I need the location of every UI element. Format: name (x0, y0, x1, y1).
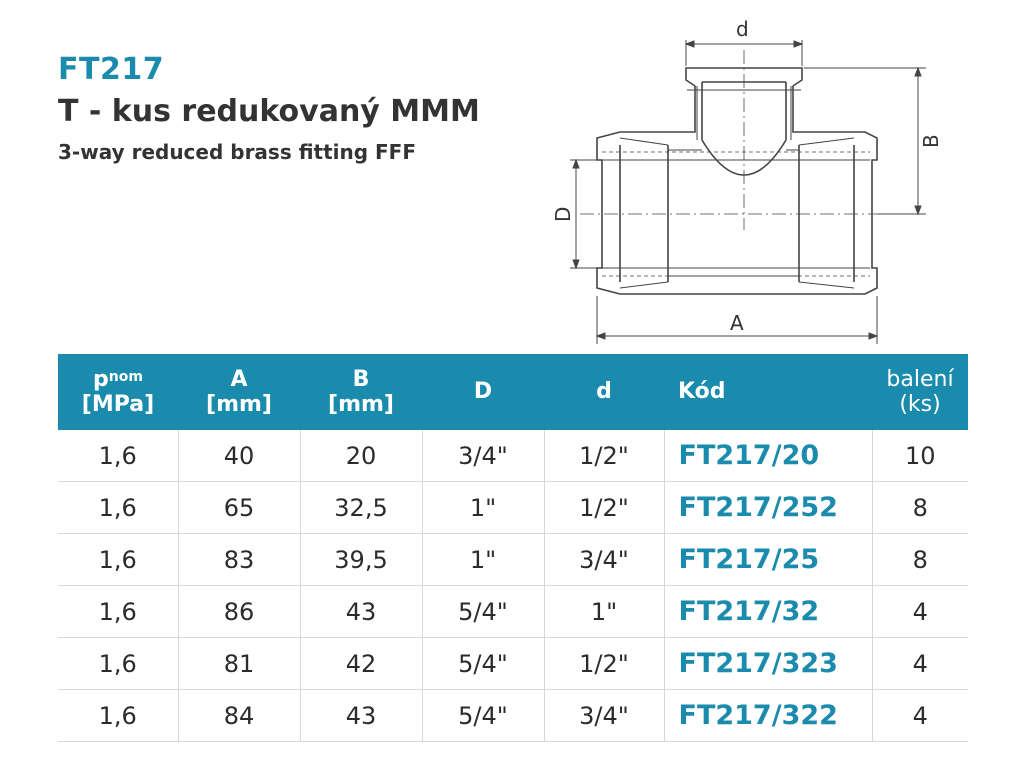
header-baleni (872, 354, 968, 430)
table-row (58, 482, 968, 534)
cell-pnom: 1,6 (58, 586, 178, 638)
header-baleni-unit: (ks) (899, 392, 941, 417)
table-header-row (58, 354, 968, 430)
cell-D: 5/4" (422, 690, 544, 742)
table-row (58, 690, 968, 742)
cell-B: 42 (300, 638, 422, 690)
cell-kod: FT217/323 (664, 638, 872, 690)
cell-A: 65 (178, 482, 300, 534)
cell-A: 40 (178, 430, 300, 482)
header-kod (664, 354, 872, 430)
cell-baleni: 8 (872, 482, 968, 534)
cell-d: 3/4" (544, 690, 664, 742)
cell-A: 86 (178, 586, 300, 638)
header-pnom-symbol: p (93, 366, 109, 392)
product-title-cz: T - kus redukovaný MMM (58, 94, 480, 129)
cell-pnom: 1,6 (58, 690, 178, 742)
cell-kod: FT217/32 (664, 586, 872, 638)
header-D-label: D (473, 379, 493, 405)
cell-baleni: 4 (872, 638, 968, 690)
cell-pnom: 1,6 (58, 430, 178, 482)
cell-D: 1" (422, 534, 544, 586)
cell-d: 3/4" (544, 534, 664, 586)
header-baleni-label: balení (886, 366, 954, 392)
cell-A: 84 (178, 690, 300, 742)
table-row (58, 638, 968, 690)
cell-baleni: 8 (872, 534, 968, 586)
cell-kod: FT217/322 (664, 690, 872, 742)
cell-A: 81 (178, 638, 300, 690)
header-d (544, 354, 664, 430)
dim-label-A: A (730, 311, 744, 335)
header-pnom-unit: [MPa] (81, 392, 155, 417)
cell-pnom: 1,6 (58, 638, 178, 690)
cell-D: 5/4" (422, 586, 544, 638)
table-row (58, 430, 968, 482)
cell-pnom: 1,6 (58, 482, 178, 534)
header-B-unit: [mm] (328, 392, 394, 417)
cell-D: 5/4" (422, 638, 544, 690)
header-D (422, 354, 544, 430)
header-pnom-subscript: nom (108, 368, 143, 385)
header-A-label: A (230, 366, 248, 392)
cell-B: 20 (300, 430, 422, 482)
header-B (300, 354, 422, 430)
cell-B: 43 (300, 690, 422, 742)
cell-D: 1" (422, 482, 544, 534)
tee-fitting-drawing (540, 10, 960, 350)
cell-kod: FT217/20 (664, 430, 872, 482)
cell-d: 1/2" (544, 482, 664, 534)
spec-table (58, 354, 968, 742)
header-A-unit: [mm] (206, 392, 272, 417)
cell-kod: FT217/252 (664, 482, 872, 534)
cell-d: 1/2" (544, 430, 664, 482)
dim-label-d: d (736, 17, 749, 41)
cell-D: 3/4" (422, 430, 544, 482)
header-d-label: d (596, 379, 612, 405)
dim-label-D: D (551, 206, 575, 222)
dim-label-B: B (919, 134, 943, 148)
cell-A: 83 (178, 534, 300, 586)
product-code-title: FT217 (58, 52, 165, 87)
cell-kod: FT217/25 (664, 534, 872, 586)
cell-baleni: 10 (872, 430, 968, 482)
header-pnom (58, 354, 178, 430)
header-A (178, 354, 300, 430)
product-title-en: 3-way reduced brass fitting FFF (58, 140, 417, 164)
cell-pnom: 1,6 (58, 534, 178, 586)
header-kod-label: Kód (678, 379, 726, 405)
cell-d: 1/2" (544, 638, 664, 690)
cell-B: 43 (300, 586, 422, 638)
table-row (58, 534, 968, 586)
cell-B: 39,5 (300, 534, 422, 586)
cell-B: 32,5 (300, 482, 422, 534)
cell-baleni: 4 (872, 690, 968, 742)
cell-d: 1" (544, 586, 664, 638)
table-row (58, 586, 968, 638)
header-B-label: B (352, 366, 370, 392)
cell-baleni: 4 (872, 586, 968, 638)
